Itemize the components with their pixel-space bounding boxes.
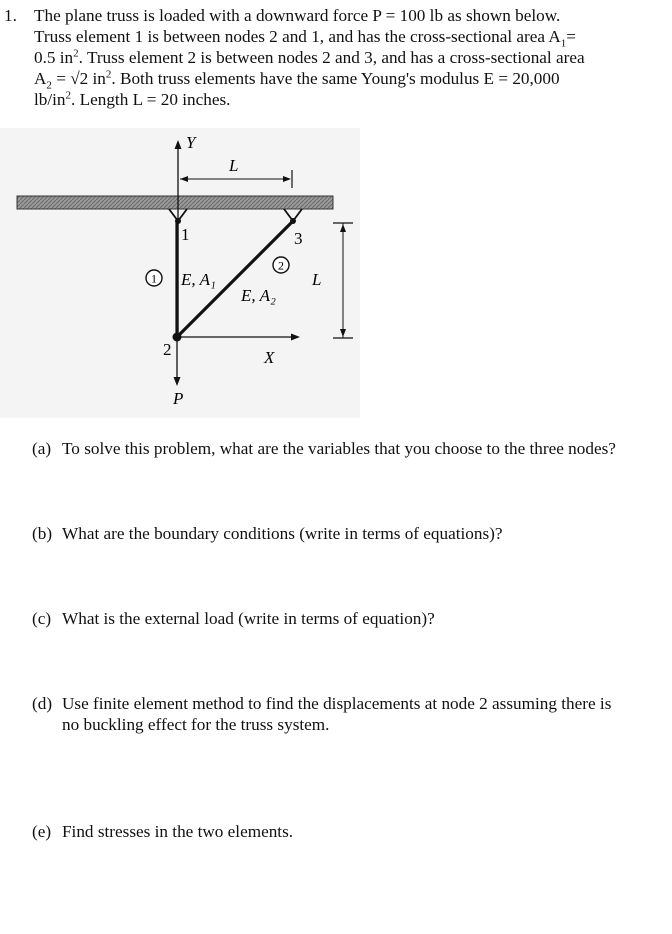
element-1-label: E, A₁	[181, 270, 216, 289]
problem-line-3: 0.5 $in^2$. Truss element 2 is between nodes 2 and 3, and has a cross-sectional area	[34, 47, 585, 67]
ceiling-support	[17, 196, 333, 209]
question-e-text: Find stresses in the two elements.	[62, 822, 294, 841]
load-label: P	[173, 389, 184, 408]
side-length-label: L	[312, 270, 322, 289]
question-d-text-line-2: no buckling effect for the truss system.	[62, 715, 330, 734]
figure-background	[0, 128, 360, 418]
question-d	[32, 693, 662, 735]
element-1-number: 1	[151, 271, 157, 286]
element-2-label: E, A₂	[241, 286, 276, 305]
problem-statement	[4, 5, 666, 110]
problem-number: 1.	[4, 6, 17, 25]
x-axis-label: X	[264, 348, 275, 367]
question-a-text: To solve this problem, what are the variables that you choose to the three nodes?	[62, 439, 616, 458]
problem-line-5: $lb/in^2$. Length L = 20 inches.	[34, 89, 231, 109]
question-b	[32, 523, 662, 544]
node-3-pin	[290, 218, 296, 224]
y-axis-label: Y	[186, 133, 196, 152]
question-b-label: (b)	[32, 524, 53, 543]
question-b-text: What are the boundary conditions (write in terms of equations)?	[62, 524, 503, 543]
node-1-label: 1	[181, 225, 190, 244]
question-c	[32, 608, 662, 629]
question-c-label: (c)	[32, 609, 52, 628]
question-e-label: (e)	[32, 822, 52, 841]
top-length-label: L	[229, 156, 239, 175]
node-3-label: 3	[294, 229, 303, 248]
question-e	[32, 821, 662, 842]
problem-line-1: The plane truss is loaded with a downward force P = 100 lb as shown below.	[34, 6, 561, 25]
truss-figure	[0, 128, 360, 418]
node-1-pin	[175, 218, 181, 224]
question-a	[32, 438, 662, 459]
question-d-label: (d)	[32, 694, 53, 713]
node-2-label: 2	[163, 340, 172, 359]
question-d-text-line-1: Use finite element method to find the displacements at node 2 assuming there is	[62, 694, 612, 713]
problem-line-4: $A_2 = √2$ $in^2$. Both truss elements have the same Young's modulus E = 20,000	[34, 68, 560, 92]
question-c-text: What is the external load (write in terms of equation)?	[62, 609, 435, 628]
element-2-number: 2	[278, 258, 284, 273]
problem-line-2: Truss element 1 is between nodes 2 and 1, and has the cross-sectional area $A_1=$	[34, 27, 576, 50]
question-a-label: (a)	[32, 439, 52, 458]
